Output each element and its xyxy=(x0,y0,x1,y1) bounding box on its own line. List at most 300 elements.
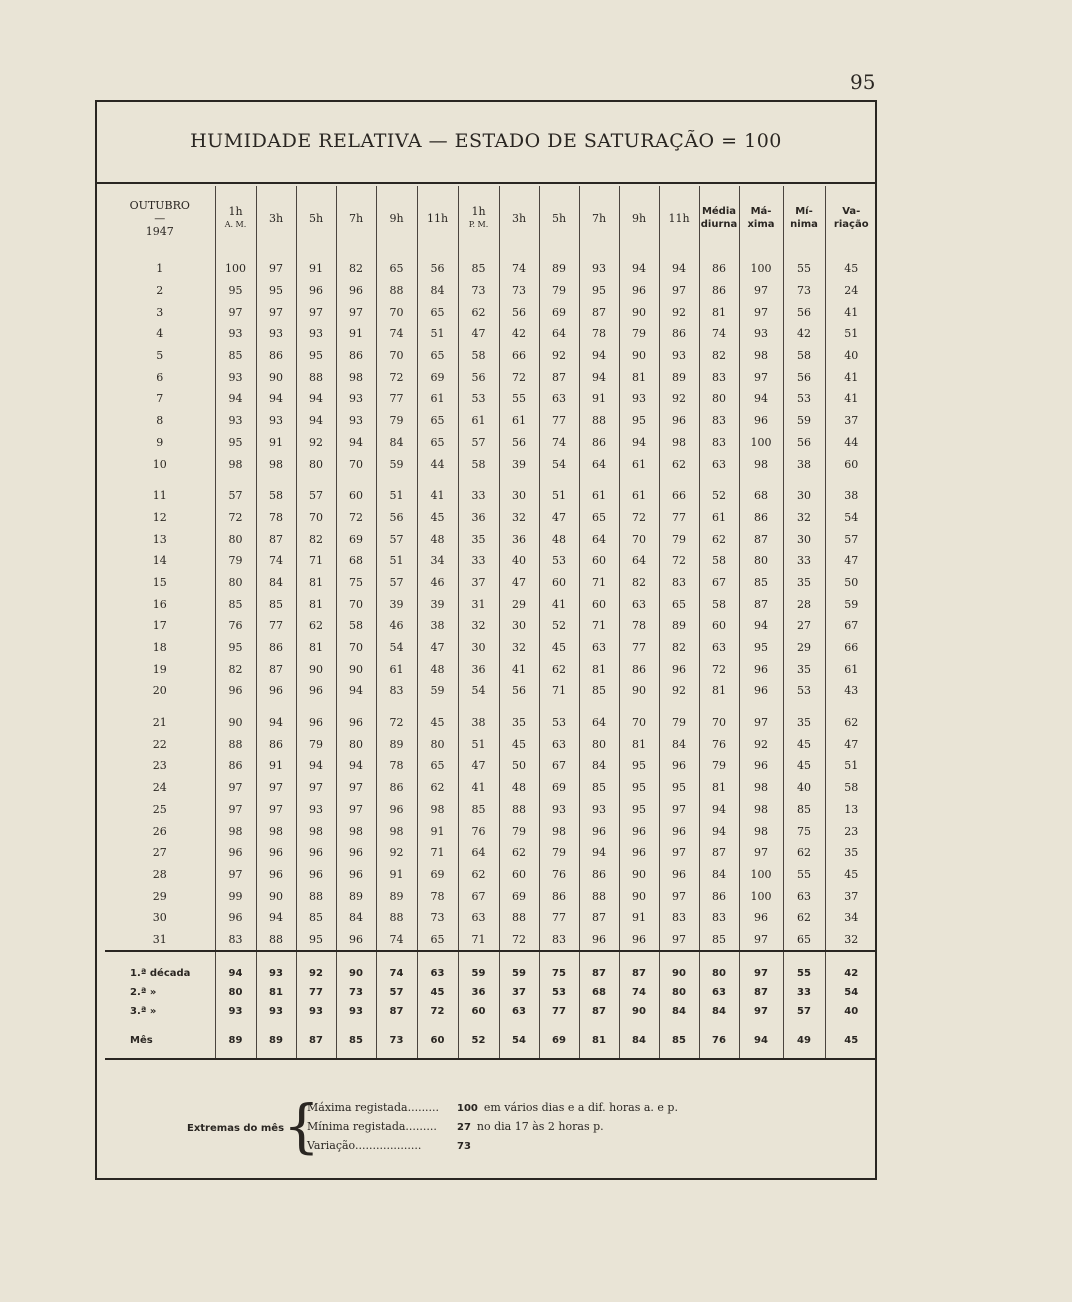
table-cell: 98 xyxy=(336,366,376,388)
table-cell: 96 xyxy=(215,907,256,929)
table-cell: 89 xyxy=(659,615,699,637)
spacer-cell xyxy=(825,1021,877,1031)
table-cell: 47 xyxy=(417,637,458,659)
table-cell: 89 xyxy=(539,250,579,280)
table-cell: 61 xyxy=(699,507,739,529)
table-body xyxy=(105,250,877,1059)
table-cell: 97 xyxy=(215,864,256,886)
table-cell: 98 xyxy=(215,820,256,842)
table-cell: 95 xyxy=(215,637,256,659)
table-row xyxy=(105,453,877,475)
table-cell: 84 xyxy=(579,755,619,777)
table-cell: 96 xyxy=(256,842,296,864)
table-row xyxy=(105,507,877,529)
table-cell: 54 xyxy=(844,510,859,524)
table-cell: 32 xyxy=(458,615,499,637)
column-header xyxy=(417,186,458,250)
column-header-top: 7h xyxy=(591,211,607,225)
spacer-cell xyxy=(619,475,659,485)
table-cell: 86 xyxy=(619,658,659,680)
spacer-cell xyxy=(296,951,336,964)
table-cell: 87 xyxy=(376,1002,417,1021)
table-cell: 97 xyxy=(336,777,376,799)
table-cell: 72 xyxy=(699,658,739,680)
table-cell: 52 xyxy=(699,485,739,507)
table-cell: 98 xyxy=(739,453,783,475)
table-cell: 85 xyxy=(783,799,825,821)
table-cell: 94 xyxy=(579,366,619,388)
table-cell: 74 xyxy=(376,323,417,345)
column-header-top: Média xyxy=(701,206,737,217)
column-header xyxy=(215,186,256,250)
row-label: 31 xyxy=(105,929,215,952)
table-cell: 45 xyxy=(844,1035,859,1047)
table-cell: 94 xyxy=(659,250,699,280)
table-cell: 85 xyxy=(699,929,739,952)
table-cell: 45 xyxy=(417,507,458,529)
row-label: 3.ª » xyxy=(105,1002,215,1021)
table-cell: 75 xyxy=(783,820,825,842)
table-cell: 62 xyxy=(539,658,579,680)
spacer-cell xyxy=(215,1050,256,1059)
table-cell: 32 xyxy=(844,932,859,946)
table-cell: 80 xyxy=(215,983,256,1002)
row-label: 5 xyxy=(105,345,215,367)
row-label: 21 xyxy=(105,712,215,734)
spacer-cell xyxy=(376,1021,417,1031)
row-label: 24 xyxy=(105,777,215,799)
spacer-cell xyxy=(539,475,579,485)
spacer-cell xyxy=(499,951,539,964)
column-header-bottom: P. M. xyxy=(468,220,489,229)
table-cell: 96 xyxy=(296,280,336,302)
table-cell: 70 xyxy=(699,712,739,734)
table-cell: 32 xyxy=(499,637,539,659)
table-cell: 54 xyxy=(844,987,859,999)
table-cell: 100 xyxy=(739,432,783,454)
table-cell: 45 xyxy=(783,733,825,755)
table-cell: 37 xyxy=(458,572,499,594)
table-cell: 41 xyxy=(844,392,859,406)
table-row xyxy=(105,864,877,886)
table-cell: 50 xyxy=(844,575,859,589)
table-cell: 87 xyxy=(699,842,739,864)
table-cell: 90 xyxy=(619,885,659,907)
table-cell: 82 xyxy=(336,250,376,280)
table-cell: 64 xyxy=(579,453,619,475)
table-cell: 80 xyxy=(336,733,376,755)
table-cell: 40 xyxy=(783,777,825,799)
table-cell: 33 xyxy=(783,983,825,1002)
row-label: 27 xyxy=(105,842,215,864)
table-cell: 60 xyxy=(699,615,739,637)
row-label: 22 xyxy=(105,733,215,755)
table-cell: 62 xyxy=(458,301,499,323)
table-cell: 83 xyxy=(376,680,417,702)
table-cell: 88 xyxy=(499,907,539,929)
table-cell: 92 xyxy=(376,842,417,864)
table-cell: 42 xyxy=(499,323,539,345)
table-cell: 90 xyxy=(256,885,296,907)
table-cell: 57 xyxy=(376,983,417,1002)
table-cell: 77 xyxy=(539,1002,579,1021)
table-cell: 91 xyxy=(336,323,376,345)
table-cell: 52 xyxy=(539,615,579,637)
table-cell: 28 xyxy=(783,593,825,615)
table-cell: 82 xyxy=(215,658,256,680)
table-cell: 55 xyxy=(783,964,825,983)
table-cell: 54 xyxy=(499,1031,539,1050)
extreme-row xyxy=(307,1139,477,1157)
table-cell: 92 xyxy=(296,432,336,454)
table-cell: 84 xyxy=(417,280,458,302)
table-row xyxy=(105,410,877,432)
table-cell: 81 xyxy=(619,366,659,388)
table-cell: 96 xyxy=(336,280,376,302)
table-cell: 99 xyxy=(215,885,256,907)
table-cell: 32 xyxy=(499,507,539,529)
spacer-cell xyxy=(417,702,458,712)
table-cell: 34 xyxy=(844,911,859,925)
table-cell: 35 xyxy=(783,572,825,594)
table-cell: 83 xyxy=(659,907,699,929)
spacer-cell xyxy=(539,1050,579,1059)
table-cell: 65 xyxy=(417,432,458,454)
table-row xyxy=(105,637,877,659)
table-cell: 94 xyxy=(739,615,783,637)
table-cell: 83 xyxy=(659,572,699,594)
table-row xyxy=(105,485,877,507)
table-cell: 87 xyxy=(579,907,619,929)
extreme-row xyxy=(307,1120,604,1138)
table-cell: 48 xyxy=(539,528,579,550)
table-cell: 79 xyxy=(296,733,336,755)
table-cell: 52 xyxy=(458,1031,499,1050)
table-cell: 87 xyxy=(539,366,579,388)
table-cell: 83 xyxy=(215,929,256,952)
table-cell: 70 xyxy=(376,301,417,323)
table-cell: 58 xyxy=(699,550,739,572)
table-cell: 82 xyxy=(619,572,659,594)
table-cell: 96 xyxy=(739,658,783,680)
spacer-cell xyxy=(296,1050,336,1059)
table-cell: 65 xyxy=(659,593,699,615)
table-cell: 87 xyxy=(739,983,783,1002)
table-row xyxy=(105,885,877,907)
table-cell: 69 xyxy=(539,1031,579,1050)
spacer-cell xyxy=(376,951,417,964)
table-cell: 70 xyxy=(376,345,417,367)
table-cell: 97 xyxy=(659,842,699,864)
spacer-cell xyxy=(499,1021,539,1031)
table-row xyxy=(105,250,877,280)
table-cell: 94 xyxy=(699,799,739,821)
table-cell: 94 xyxy=(336,432,376,454)
table-cell: 85 xyxy=(215,593,256,615)
table-cell: 93 xyxy=(336,410,376,432)
table-cell: 47 xyxy=(458,323,499,345)
table-cell: 91 xyxy=(296,250,336,280)
table-cell: 98 xyxy=(659,432,699,454)
table-cell: 36 xyxy=(458,507,499,529)
table-cell: 33 xyxy=(458,550,499,572)
table-cell: 56 xyxy=(783,432,825,454)
table-cell: 74 xyxy=(619,983,659,1002)
table-cell: 70 xyxy=(336,453,376,475)
table-cell: 65 xyxy=(417,755,458,777)
table-cell: 57 xyxy=(376,528,417,550)
table-cell: 81 xyxy=(256,983,296,1002)
row-label: 29 xyxy=(105,885,215,907)
table-cell: 61 xyxy=(458,410,499,432)
table-cell: 59 xyxy=(844,597,859,611)
table-cell: 86 xyxy=(256,733,296,755)
table-cell: 79 xyxy=(659,712,699,734)
table-cell: 62 xyxy=(458,864,499,886)
table-cell: 64 xyxy=(619,550,659,572)
table-cell: 92 xyxy=(539,345,579,367)
table-cell: 94 xyxy=(579,842,619,864)
row-spacer xyxy=(105,951,877,964)
column-header xyxy=(296,186,336,250)
table-cell: 56 xyxy=(499,301,539,323)
table-cell: 72 xyxy=(215,507,256,529)
table-cell: 95 xyxy=(256,280,296,302)
table-row xyxy=(105,528,877,550)
table-cell: 42 xyxy=(783,323,825,345)
spacer-cell xyxy=(579,1021,619,1031)
spacer-cell xyxy=(105,475,215,485)
table-cell: 80 xyxy=(296,453,336,475)
table-cell: 96 xyxy=(579,820,619,842)
table-cell: 91 xyxy=(256,755,296,777)
table-cell: 93 xyxy=(659,345,699,367)
spacer-cell xyxy=(336,951,376,964)
table-cell: 59 xyxy=(499,964,539,983)
table-cell: 79 xyxy=(499,820,539,842)
table-cell: 93 xyxy=(539,799,579,821)
row-label: 20 xyxy=(105,680,215,702)
column-header-top: Va- xyxy=(842,206,861,217)
table-cell: 35 xyxy=(458,528,499,550)
spacer-cell xyxy=(105,1021,215,1031)
table-cell: 82 xyxy=(699,345,739,367)
table-cell: 79 xyxy=(539,842,579,864)
spacer-cell xyxy=(376,475,417,485)
table-row xyxy=(105,680,877,702)
table-cell: 93 xyxy=(296,323,336,345)
table-cell: 88 xyxy=(376,907,417,929)
table-cell: 85 xyxy=(579,777,619,799)
table-cell: 58 xyxy=(844,781,859,795)
table-cell: 93 xyxy=(215,410,256,432)
spacer-cell xyxy=(579,702,619,712)
table-cell: 97 xyxy=(256,777,296,799)
table-cell: 76 xyxy=(699,733,739,755)
table-cell: 97 xyxy=(659,799,699,821)
table-cell: 65 xyxy=(417,410,458,432)
table-cell: 64 xyxy=(539,323,579,345)
table-cell: 76 xyxy=(215,615,256,637)
column-header-top: 5h xyxy=(551,211,567,225)
table-cell: 39 xyxy=(499,453,539,475)
table-cell: 56 xyxy=(499,680,539,702)
table-cell: 60 xyxy=(458,1002,499,1021)
table-cell: 85 xyxy=(256,593,296,615)
table-cell: 62 xyxy=(417,777,458,799)
spacer-cell xyxy=(783,1050,825,1059)
table-cell: 60 xyxy=(499,864,539,886)
table-cell: 92 xyxy=(739,733,783,755)
table-cell: 61 xyxy=(579,485,619,507)
table-cell: 94 xyxy=(215,964,256,983)
column-header-bottom: riação xyxy=(833,219,869,230)
table-cell: 63 xyxy=(417,964,458,983)
table-cell: 86 xyxy=(256,345,296,367)
table-cell: 81 xyxy=(699,680,739,702)
table-cell: 86 xyxy=(376,777,417,799)
spacer-cell xyxy=(336,702,376,712)
spacer-cell xyxy=(417,1050,458,1059)
table-cell: 97 xyxy=(739,929,783,952)
table-cell: 97 xyxy=(215,301,256,323)
table-cell: 44 xyxy=(844,435,859,449)
table-cell: 71 xyxy=(579,572,619,594)
table-cell: 62 xyxy=(699,528,739,550)
spacer-cell xyxy=(499,702,539,712)
table-cell: 84 xyxy=(619,1031,659,1050)
table-cell: 70 xyxy=(619,528,659,550)
table-cell: 98 xyxy=(739,777,783,799)
table-cell: 87 xyxy=(256,528,296,550)
spacer-cell xyxy=(296,702,336,712)
table-cell: 29 xyxy=(499,593,539,615)
table-cell: 63 xyxy=(579,637,619,659)
row-label: 26 xyxy=(105,820,215,842)
table-cell: 65 xyxy=(417,929,458,952)
table-cell: 72 xyxy=(499,366,539,388)
table-cell: 41 xyxy=(458,777,499,799)
table-cell: 83 xyxy=(699,907,739,929)
table-cell: 96 xyxy=(256,680,296,702)
table-cell: 66 xyxy=(659,485,699,507)
table-cell: 58 xyxy=(336,615,376,637)
table-cell: 81 xyxy=(296,593,336,615)
table-cell: 56 xyxy=(783,301,825,323)
table-cell: 53 xyxy=(539,550,579,572)
table-row xyxy=(105,907,877,929)
table-cell: 73 xyxy=(376,1031,417,1050)
table-cell: 96 xyxy=(659,755,699,777)
table-cell: 77 xyxy=(619,637,659,659)
table-cell: 51 xyxy=(376,550,417,572)
column-header xyxy=(739,186,783,250)
table-cell: 66 xyxy=(499,345,539,367)
table-cell: 62 xyxy=(783,907,825,929)
table-cell: 44 xyxy=(417,453,458,475)
table-cell: 96 xyxy=(215,842,256,864)
column-header-top: 3h xyxy=(268,211,284,225)
table-cell: 98 xyxy=(256,820,296,842)
table-cell: 63 xyxy=(699,983,739,1002)
table-cell: 36 xyxy=(499,528,539,550)
row-label: 2 xyxy=(105,280,215,302)
row-label: 14 xyxy=(105,550,215,572)
spacer-cell xyxy=(579,475,619,485)
table-cell: 30 xyxy=(499,485,539,507)
table-cell: 63 xyxy=(699,637,739,659)
table-cell: 96 xyxy=(336,842,376,864)
table-cell: 67 xyxy=(539,755,579,777)
table-cell: 67 xyxy=(458,885,499,907)
table-cell: 97 xyxy=(739,280,783,302)
table-cell: 40 xyxy=(844,1006,859,1018)
table-cell: 30 xyxy=(458,637,499,659)
table-row xyxy=(105,388,877,410)
table-cell: 74 xyxy=(539,432,579,454)
table-cell: 56 xyxy=(376,507,417,529)
table-cell: 63 xyxy=(458,907,499,929)
table-cell: 93 xyxy=(296,799,336,821)
table-cell: 96 xyxy=(579,929,619,952)
table-cell: 96 xyxy=(659,820,699,842)
table-cell: 98 xyxy=(336,820,376,842)
table-cell: 79 xyxy=(539,280,579,302)
table-cell: 38 xyxy=(783,453,825,475)
table-cell: 92 xyxy=(659,388,699,410)
table-row xyxy=(105,799,877,821)
table-cell: 93 xyxy=(296,1002,336,1021)
table-cell: 23 xyxy=(844,824,859,838)
table-cell: 73 xyxy=(417,907,458,929)
table-cell: 88 xyxy=(499,799,539,821)
table-row xyxy=(105,366,877,388)
table-cell: 45 xyxy=(783,755,825,777)
table-cell: 97 xyxy=(215,777,256,799)
table-cell: 70 xyxy=(336,593,376,615)
table-cell: 51 xyxy=(844,327,859,341)
table-cell: 57 xyxy=(376,572,417,594)
table-cell: 61 xyxy=(619,485,659,507)
table-frame xyxy=(95,100,877,1180)
table-cell: 93 xyxy=(215,323,256,345)
table-cell: 95 xyxy=(619,755,659,777)
table-cell: 79 xyxy=(619,323,659,345)
extreme-value: 27 xyxy=(457,1122,471,1133)
spacer-cell xyxy=(256,1050,296,1059)
spacer-cell xyxy=(699,475,739,485)
table-cell: 31 xyxy=(458,593,499,615)
column-header xyxy=(376,186,417,250)
table-cell: 53 xyxy=(783,680,825,702)
table-cell: 100 xyxy=(215,250,256,280)
month-dash: — xyxy=(154,211,166,225)
table-cell: 42 xyxy=(844,968,859,980)
table-cell: 72 xyxy=(619,507,659,529)
table-cell: 93 xyxy=(619,388,659,410)
table-cell: 68 xyxy=(336,550,376,572)
table-cell: 95 xyxy=(619,777,659,799)
spacer-cell xyxy=(739,951,783,964)
table-cell: 55 xyxy=(783,250,825,280)
row-label: 12 xyxy=(105,507,215,529)
table-cell: 79 xyxy=(699,755,739,777)
table-row xyxy=(105,1031,877,1050)
table-cell: 96 xyxy=(739,410,783,432)
extreme-row xyxy=(307,1101,678,1119)
table-cell: 65 xyxy=(783,929,825,952)
table-cell: 88 xyxy=(579,885,619,907)
